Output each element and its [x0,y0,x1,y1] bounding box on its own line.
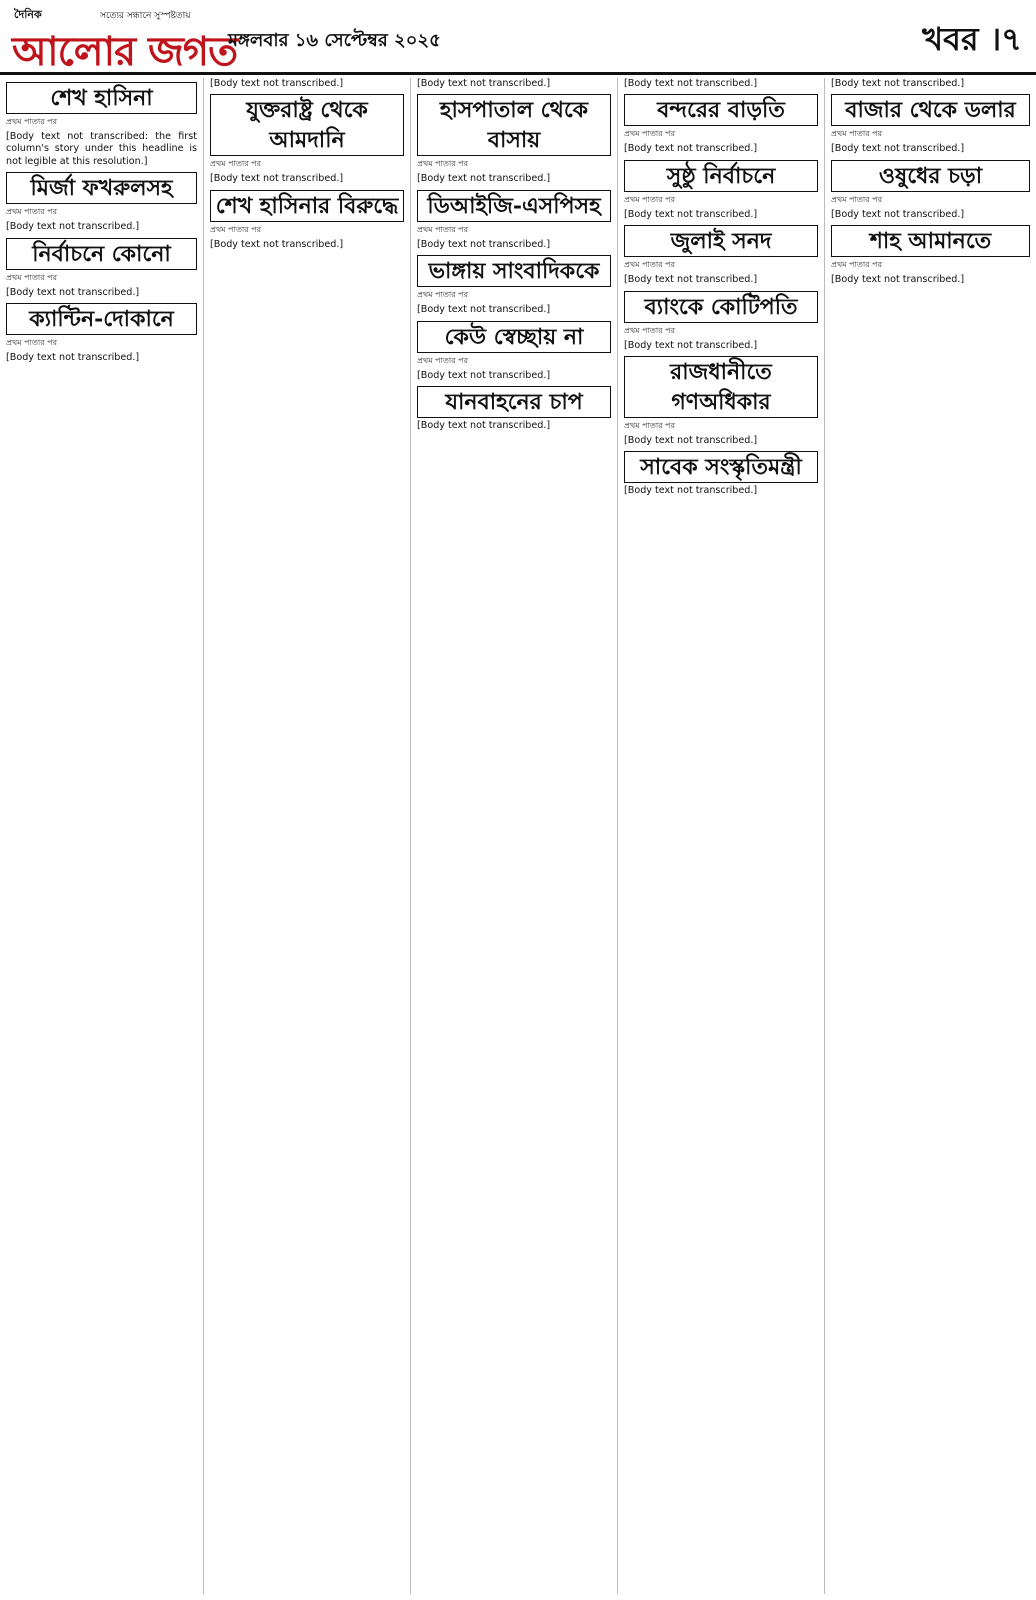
continued-label: প্রথম পাতার পর [210,159,261,169]
continued-label: প্রথম পাতার পর [624,325,675,335]
article-text: [Body text not transcribed.] [6,221,140,233]
article-text: [Body text not transcribed.] [831,208,965,220]
column-1 [0,78,204,1594]
headline-shah-amanat: শাহ আমানতে [831,225,1030,257]
continued-label: প্রথম পাতার পর [831,260,882,270]
continued-label: প্রথম পাতার পর [6,207,57,217]
headline-hospital-home: হাসপাতাল থেকে বাসায় [417,94,611,156]
article-text: [Body text not transcribed.] [831,274,965,286]
newspaper-name: আলোর জগত [12,28,238,75]
continued-label: প্রথম পাতার পর [6,338,57,348]
headline-canteen-shop: ক্যান্টিন-দোকানে [6,303,197,335]
article-text: [Body text not transcribed.] [417,304,551,316]
continued-label: প্রথম পাতার পর [831,194,882,204]
continued-label: প্রথম পাতার পর [417,290,468,300]
headline-nobody-voluntarily: কেউ স্বেচ্ছায় না [417,321,611,353]
headline-election: নির্বাচনে কোনো [6,238,197,270]
continued-label: প্রথম পাতার পর [417,355,468,365]
headline-dollar-market: বাজার থেকে ডলার [831,94,1030,126]
column-3 [411,78,618,1594]
article-text: [Body text not transcribed.] [624,78,758,89]
headline-port-charges: বন্দরের বাড়তি [624,94,818,126]
headline-medicine-price: ওষুধের চড়া [831,160,1030,192]
continued-label: প্রথম পাতার পর [417,224,468,234]
headline-bhanga-journalist: ভাঙ্গায় সাংবাদিককে [417,255,611,287]
continued-label: প্রথম পাতার পর [831,129,882,139]
logo-prefix: দৈনিক [14,8,42,21]
continued-label: প্রথম পাতার পর [624,194,675,204]
continued-label: প্রথম পাতার পর [624,421,675,431]
article-text: [Body text not transcribed.] [831,143,965,155]
continued-label: প্রথম পাতার পর [417,159,468,169]
article-text: [Body text not transcribed.] [624,274,758,286]
headline-mirza-fakhrul: মির্জা ফখরুলসহ [6,172,197,204]
article-text: [Body text not transcribed.] [624,208,758,220]
headline-traffic-pressure: যানবাহনের চাপ [417,386,611,418]
article-text: [Body text not transcribed.] [624,485,758,497]
article-text: [Body text not transcribed.] [6,286,140,298]
article-text: [Body text not transcribed.] [417,173,551,185]
continued-label: প্রথম পাতার পর [210,224,261,234]
continued-label: প্রথম পাতার পর [624,260,675,270]
article-text: [Body text not transcribed.] [624,435,758,447]
headline-gono-odhikar: রাজধানীতে গণঅধিকার [624,356,818,418]
article-text: [Body text not transcribed.] [417,420,551,432]
headline-us-import: যুক্তরাষ্ট্র থেকে আমদানি [210,94,404,156]
article-text: [Body text not transcribed.] [210,238,344,250]
article-text: [Body text not transcribed.] [624,339,758,351]
column-4 [618,78,825,1594]
continued-label: প্রথম পাতার পর [624,129,675,139]
article-text: [Body text not transcribed.] [210,78,344,89]
article-text: [Body text not transcribed: the first column's story under this headline is not legible at this resolution.] [6,131,197,167]
article-text: [Body text not transcribed.] [831,78,965,89]
article-text: [Body text not transcribed.] [210,173,344,185]
headline-fair-election: সুষ্ঠু নির্বাচনে [624,160,818,192]
headline-bank-millionaires: ব্যাংকে কোটিপতি [624,291,818,323]
newspaper-logo [8,6,238,75]
column-2 [204,78,411,1594]
headline-july-charter: জুলাই সনদ [624,225,818,257]
masthead [0,0,1036,75]
continued-label: প্রথম পাতার পর [6,272,57,282]
headline-dig-sp: ডিআইজি-এসপিসহ [417,190,611,222]
continued-label: প্রথম পাতার পর [6,117,57,126]
column-5 [825,78,1036,1594]
logo-tagline: সত্যের সন্ধানে সুস্পষ্টতায় [100,11,191,21]
issue-date: মঙ্গলবার ১৬ সেপ্টেম্বর ২০২৫ [228,30,441,51]
article-text: [Body text not transcribed.] [624,143,758,155]
article-text: [Body text not transcribed.] [417,238,551,250]
headline-sheikh-hasina: শেখ হাসিনা [6,82,197,114]
article-text: [Body text not transcribed.] [417,369,551,381]
article-text: [Body text not transcribed.] [6,352,140,364]
page-label: খবর ।৭ [922,20,1022,58]
headline-against-sheikh-hasina: শেখ হাসিনার বিরুদ্ধে [210,190,404,222]
headline-former-culture-minister: সাবেক সংস্কৃতিমন্ত্রী [624,451,818,483]
article-text: [Body text not transcribed.] [417,78,551,89]
